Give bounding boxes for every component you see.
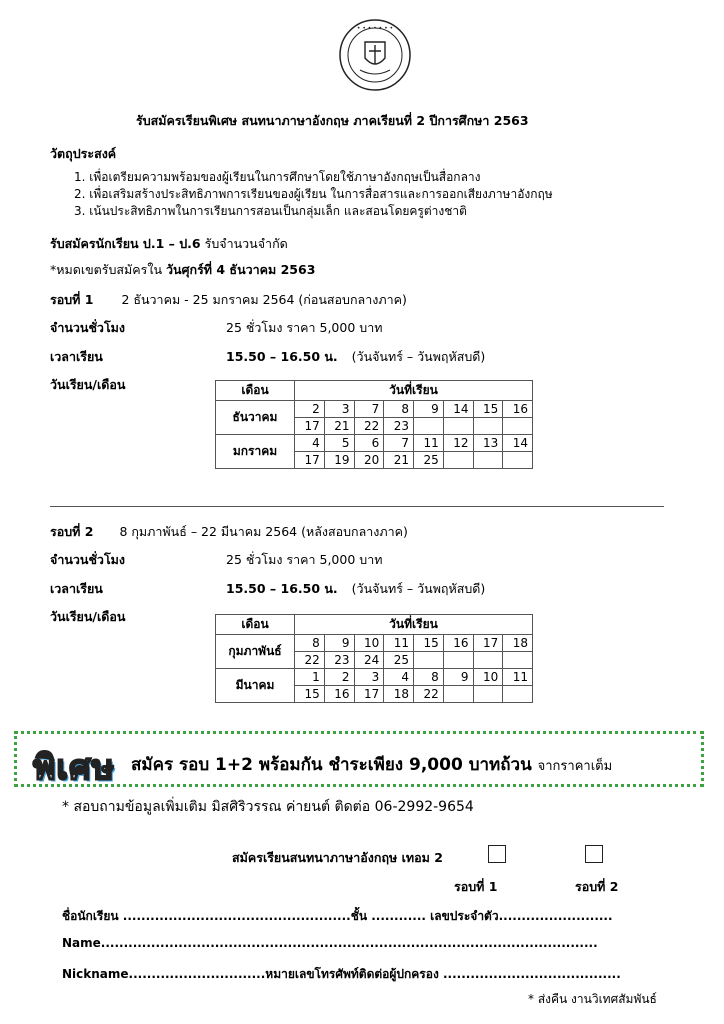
date-cell: 18 bbox=[384, 686, 414, 703]
date-cell bbox=[414, 418, 444, 435]
date-cell: 25 bbox=[414, 452, 444, 469]
return-note: * ส่งคืน งานวิเทศสัมพันธ์ bbox=[528, 992, 657, 1006]
round2-label: รอบที่ 2 bbox=[50, 524, 94, 539]
date-cell: 22 bbox=[414, 686, 444, 703]
date-cell bbox=[473, 418, 503, 435]
round2-sched-label: วันเรียน/เดือน bbox=[50, 609, 126, 624]
table-row bbox=[216, 635, 533, 652]
form-round2-label: รอบที่ 2 bbox=[575, 879, 619, 894]
contact-line: * สอบถามข้อมูลเพิ่มเติม มิสศิริวรรณ ค่ายนต์ ติดต่อ 06-2992-9654 bbox=[62, 799, 474, 815]
date-cell: 8 bbox=[414, 669, 444, 686]
date-cell: 10 bbox=[354, 635, 384, 652]
round1-hours-label: จำนวนชั่วโมง bbox=[50, 320, 126, 335]
date-cell: 15 bbox=[295, 686, 325, 703]
name-field[interactable]: Name............................................................................................................. bbox=[62, 936, 598, 950]
round1-sched-label: วันเรียน/เดือน bbox=[50, 377, 126, 392]
school-seal-icon bbox=[338, 18, 412, 92]
objectives-heading: วัตถุประสงค์ bbox=[50, 146, 117, 161]
round1-line bbox=[50, 290, 407, 310]
date-cell bbox=[443, 652, 473, 669]
table-row bbox=[216, 669, 533, 686]
round2-line bbox=[50, 522, 408, 542]
round2-dates: 8 กุมภาพันธ์ – 22 มีนาคม 2564 (หลังสอบกลางภาค) bbox=[119, 524, 408, 539]
date-cell: 3 bbox=[324, 401, 354, 418]
enroll-label: รับสมัครนักเรียน ป.1 – ป.6 bbox=[50, 236, 201, 251]
date-cell: 11 bbox=[384, 635, 414, 652]
student-name-field[interactable]: ชื่อนักเรียน ..................................................ชั้น ............ เลขประจำตัว......................... bbox=[62, 909, 613, 923]
date-cell: 10 bbox=[473, 669, 503, 686]
month-cell: มีนาคม bbox=[216, 669, 295, 703]
date-cell: 5 bbox=[324, 435, 354, 452]
date-cell: 2 bbox=[295, 401, 325, 418]
date-cell: 20 bbox=[354, 452, 384, 469]
round1-label: รอบที่ 1 bbox=[50, 292, 94, 307]
form-heading: สมัครเรียนสนทนาภาษาอังกฤษ เทอม 2 bbox=[232, 850, 443, 865]
round2-hours-label: จำนวนชั่วโมง bbox=[50, 552, 126, 567]
nickname-phone-field[interactable]: Nickname..............................หมายเลขโทรศัพท์ติดต่อผู้ปกครอง ....................................... bbox=[62, 967, 621, 981]
date-cell bbox=[503, 652, 533, 669]
date-cell: 7 bbox=[384, 435, 414, 452]
date-cell: 16 bbox=[324, 686, 354, 703]
date-cell: 17 bbox=[295, 452, 325, 469]
date-cell: 15 bbox=[473, 401, 503, 418]
round2-time: 15.50 – 16.50 น. bbox=[226, 581, 338, 596]
table-head-month: เดือน bbox=[216, 381, 295, 401]
date-cell bbox=[503, 686, 533, 703]
month-cell: กุมภาพันธ์ bbox=[216, 635, 295, 669]
deadline-date: วันศุกร์ที่ 4 ธันวาคม 2563 bbox=[166, 262, 316, 277]
round1-days: (วันจันทร์ – วันพฤหัสบดี) bbox=[351, 349, 486, 364]
date-cell: 25 bbox=[384, 652, 414, 669]
date-cell bbox=[414, 652, 444, 669]
date-cell: 4 bbox=[384, 669, 414, 686]
objective-item: 1. เพื่อเตรียมความพร้อมของผู้เรียนในการศึกษาโดยใช้ภาษาอังกฤษเป็นสื่อกลาง bbox=[74, 170, 481, 184]
round1-time-label: เวลาเรียน bbox=[50, 349, 103, 364]
enroll-line bbox=[50, 234, 288, 254]
round2-schedule-table bbox=[215, 614, 533, 703]
date-cell bbox=[443, 452, 473, 469]
objective-item: 3. เน้นประสิทธิภาพในการเรียนการสอนเป็นกลุ่มเล็ก และสอนโดยครูต่างชาติ bbox=[74, 204, 467, 218]
month-cell: ธันวาคม bbox=[216, 401, 295, 435]
date-cell: 7 bbox=[354, 401, 384, 418]
date-cell bbox=[503, 452, 533, 469]
round1-dates: 2 ธันวาคม - 25 มกราคม 2564 (ก่อนสอบกลางภาค) bbox=[121, 292, 407, 307]
date-cell: 14 bbox=[443, 401, 473, 418]
round2-hours: 25 ชั่วโมง ราคา 5,000 บาท bbox=[226, 552, 383, 567]
promo-text-line bbox=[131, 751, 612, 778]
enroll-note: รับจำนวนจำกัด bbox=[204, 236, 288, 251]
date-cell: 2 bbox=[324, 669, 354, 686]
date-cell: 1 bbox=[295, 669, 325, 686]
date-cell: 15 bbox=[414, 635, 444, 652]
date-cell: 22 bbox=[354, 418, 384, 435]
date-cell: 24 bbox=[354, 652, 384, 669]
date-cell: 9 bbox=[324, 635, 354, 652]
table-head-month: เดือน bbox=[216, 615, 295, 635]
date-cell: 22 bbox=[295, 652, 325, 669]
svg-text:• • • • • • •: • • • • • • • bbox=[356, 25, 394, 32]
date-cell: 8 bbox=[295, 635, 325, 652]
date-cell bbox=[473, 686, 503, 703]
date-cell: 4 bbox=[295, 435, 325, 452]
date-cell: 6 bbox=[354, 435, 384, 452]
date-cell: 16 bbox=[503, 401, 533, 418]
table-head-dates: วันที่เรียน bbox=[295, 381, 533, 401]
date-cell: 12 bbox=[443, 435, 473, 452]
round1-schedule-table bbox=[215, 380, 533, 469]
date-cell bbox=[473, 652, 503, 669]
deadline-prefix: *หมดเขตรับสมัครใน bbox=[50, 262, 163, 277]
date-cell: 8 bbox=[384, 401, 414, 418]
table-row bbox=[216, 401, 533, 418]
date-cell: 19 bbox=[324, 452, 354, 469]
date-cell bbox=[503, 418, 533, 435]
date-cell bbox=[473, 452, 503, 469]
date-cell: 9 bbox=[414, 401, 444, 418]
round1-time: 15.50 – 16.50 น. bbox=[226, 349, 338, 364]
date-cell: 17 bbox=[295, 418, 325, 435]
round2-checkbox[interactable] bbox=[585, 845, 603, 863]
table-head-dates: วันที่เรียน bbox=[295, 615, 533, 635]
date-cell: 3 bbox=[354, 669, 384, 686]
date-cell bbox=[443, 418, 473, 435]
date-cell: 11 bbox=[414, 435, 444, 452]
round1-checkbox[interactable] bbox=[488, 845, 506, 863]
date-cell: 9 bbox=[443, 669, 473, 686]
date-cell: 14 bbox=[503, 435, 533, 452]
date-cell: 13 bbox=[473, 435, 503, 452]
promo-banner bbox=[14, 731, 704, 787]
month-cell: มกราคม bbox=[216, 435, 295, 469]
date-cell: 16 bbox=[443, 635, 473, 652]
date-cell: 17 bbox=[354, 686, 384, 703]
date-cell: 11 bbox=[503, 669, 533, 686]
page-title: รับสมัครเรียนพิเศษ สนทนาภาษาอังกฤษ ภาคเรียนที่ 2 ปีการศึกษา 2563 bbox=[136, 113, 529, 128]
round2-time-label: เวลาเรียน bbox=[50, 581, 103, 596]
date-cell bbox=[443, 686, 473, 703]
promo-word: พิเศษ bbox=[33, 748, 116, 788]
round1-hours: 25 ชั่วโมง ราคา 5,000 บาท bbox=[226, 320, 383, 335]
round2-days: (วันจันทร์ – วันพฤหัสบดี) bbox=[351, 581, 486, 596]
date-cell: 18 bbox=[503, 635, 533, 652]
promo-text: สมัคร รอบ 1+2 พร้อมกัน ชำระเพียง 9,000 บาทถ้วน bbox=[131, 755, 532, 775]
deadline-line bbox=[50, 260, 315, 280]
date-cell: 23 bbox=[324, 652, 354, 669]
date-cell: 21 bbox=[324, 418, 354, 435]
round2-time-line bbox=[226, 579, 485, 599]
date-cell: 17 bbox=[473, 635, 503, 652]
date-cell: 23 bbox=[384, 418, 414, 435]
form-round1-label: รอบที่ 1 bbox=[454, 879, 498, 894]
table-row bbox=[216, 435, 533, 452]
objective-item: 2. เพื่อเสริมสร้างประสิทธิภาพการเรียนของผู้เรียน ในการสื่อสารและการออกเสียงภาษาอังกฤษ bbox=[74, 187, 553, 201]
round1-time-line bbox=[226, 347, 485, 367]
divider bbox=[50, 506, 664, 507]
date-cell: 21 bbox=[384, 452, 414, 469]
promo-suffix: จากราคาเต็ม bbox=[537, 759, 613, 774]
